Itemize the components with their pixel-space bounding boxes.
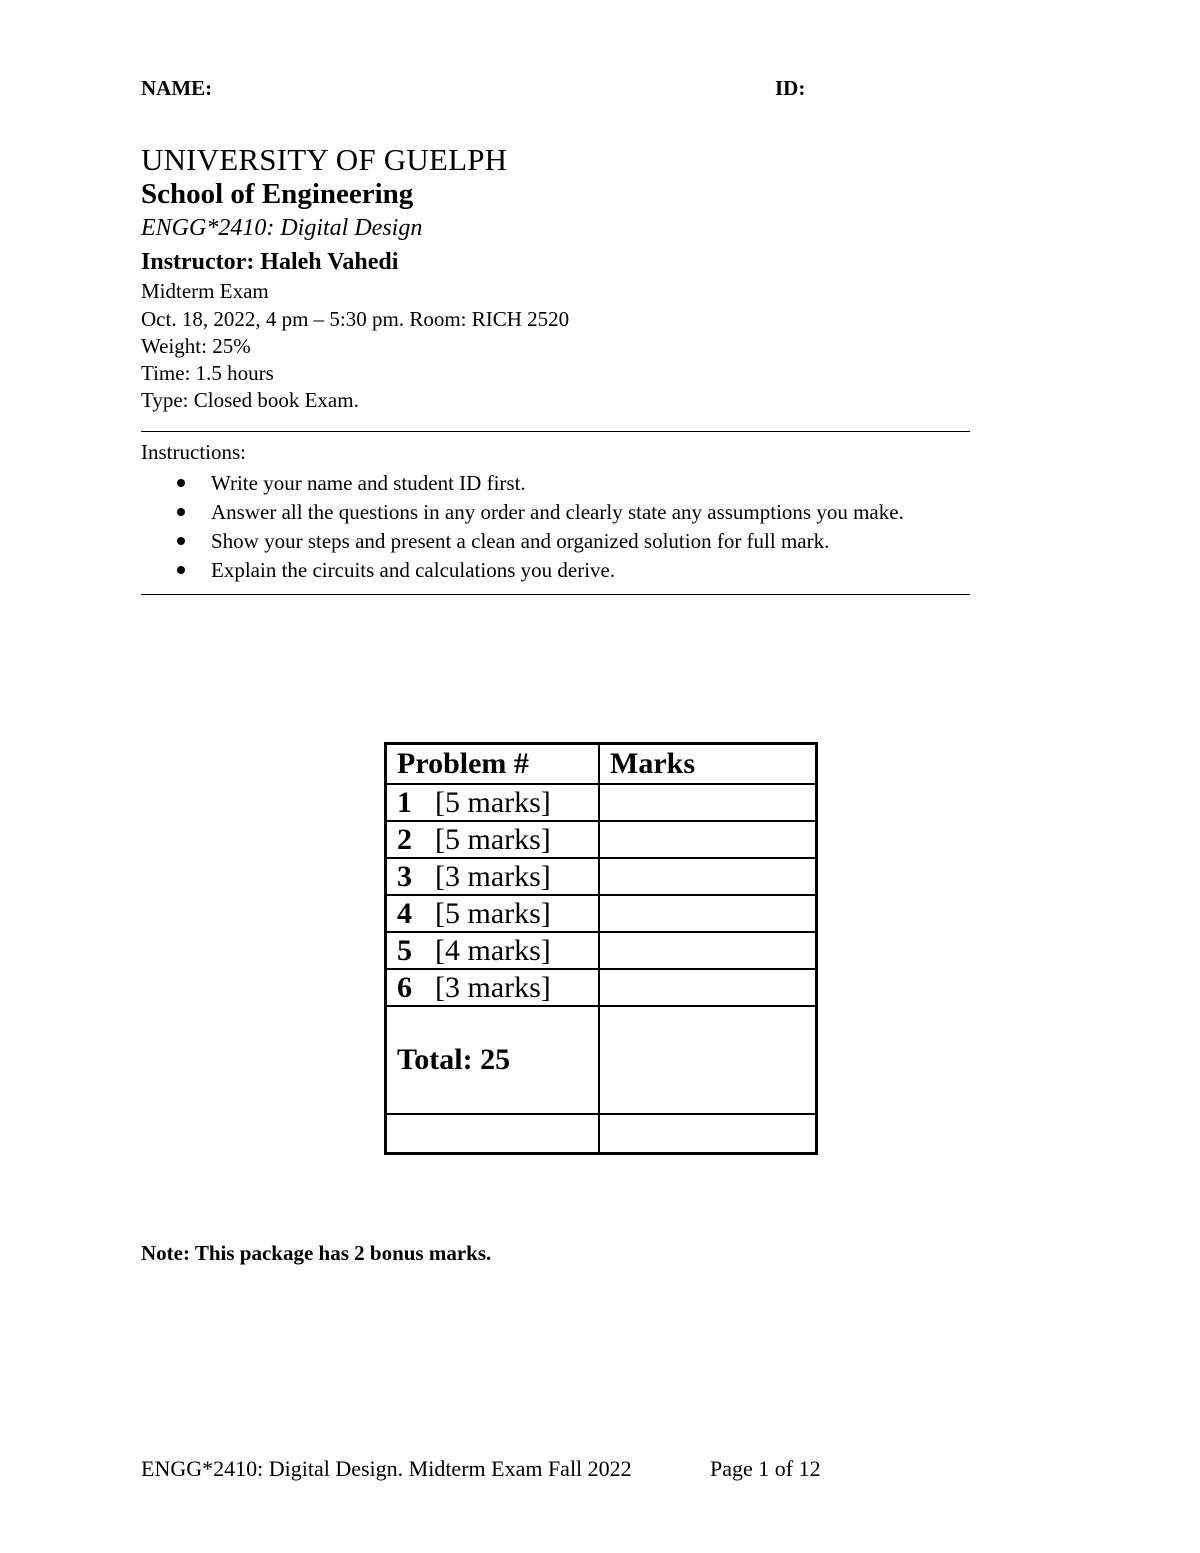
problem-cell [386,932,600,969]
divider-bottom [141,594,970,595]
problem-marks: [5 marks] [435,822,551,856]
instructions-list [141,469,904,585]
total-label: Total: 25 [386,1006,600,1114]
page-number: Page 1 of 12 [710,1456,821,1481]
total-entry-cell[interactable] [599,1006,817,1114]
problem-number: 4 [397,896,412,930]
bullet-icon [177,508,185,516]
problem-marks: [4 marks] [435,933,551,967]
school-title: School of Engineering [141,178,414,210]
bullet-icon [177,566,185,574]
exam-date-room: Oct. 18, 2022, 4 pm – 5:30 pm. Room: RICH 2520 [141,307,570,331]
exam-weight: Weight: 25% [141,334,251,358]
table-row [386,821,817,858]
problem-number: 2 [397,822,412,856]
marks-entry-cell[interactable] [599,858,817,895]
exam-time: Time: 1.5 hours [141,361,274,385]
list-item: Explain the circuits and calculations you derive. [141,556,904,585]
marks-entry-cell[interactable] [599,821,817,858]
table-row [386,932,817,969]
bullet-icon [177,479,185,487]
marks-table [384,742,818,1155]
exam-format: Type: Closed book Exam. [141,388,359,412]
problem-cell [386,821,600,858]
blank-row [386,1114,817,1154]
header-problem: Problem # [386,744,600,785]
divider-top [141,431,970,432]
problem-number: 5 [397,933,412,967]
table-row [386,895,817,932]
university-title: UNIVERSITY OF GUELPH [141,142,508,177]
exam-type: Midterm Exam [141,279,269,303]
problem-number: 3 [397,859,412,893]
problem-cell [386,858,600,895]
blank-cell [386,1114,600,1154]
bullet-icon [177,537,185,545]
problem-number: 6 [397,970,412,1004]
problem-cell [386,969,600,1006]
marks-entry-cell[interactable] [599,895,817,932]
list-item: Write your name and student ID first. [141,469,904,498]
id-label: ID: [775,76,806,100]
problem-marks: [3 marks] [435,970,551,1004]
header-marks: Marks [599,744,817,785]
total-row [386,1006,817,1114]
page-footer [141,1456,821,1482]
problem-cell [386,784,600,821]
marks-entry-cell[interactable] [599,932,817,969]
problem-marks: [5 marks] [435,896,551,930]
list-item: Show your steps and present a clean and organized solution for full mark. [141,527,904,556]
table-row [386,784,817,821]
problem-number: 1 [397,785,412,819]
table-header-row [386,744,817,785]
marks-entry-cell[interactable] [599,969,817,1006]
marks-entry-cell[interactable] [599,784,817,821]
instructions-title: Instructions: [141,440,246,464]
table-row [386,858,817,895]
problem-cell [386,895,600,932]
footer-text: ENGG*2410: Digital Design. Midterm Exam Fall 2022 [141,1456,632,1481]
problem-marks: [3 marks] [435,859,551,893]
bonus-note: Note: This package has 2 bonus marks. [141,1241,492,1265]
name-label: NAME: [141,76,213,100]
course-title: ENGG*2410: Digital Design [141,215,423,241]
blank-cell [599,1114,817,1154]
table-row [386,969,817,1006]
problem-marks: [5 marks] [435,785,551,819]
list-item: Answer all the questions in any order and clearly state any assumptions you make. [141,498,904,527]
instructor-name: Instructor: Haleh Vahedi [141,249,399,275]
